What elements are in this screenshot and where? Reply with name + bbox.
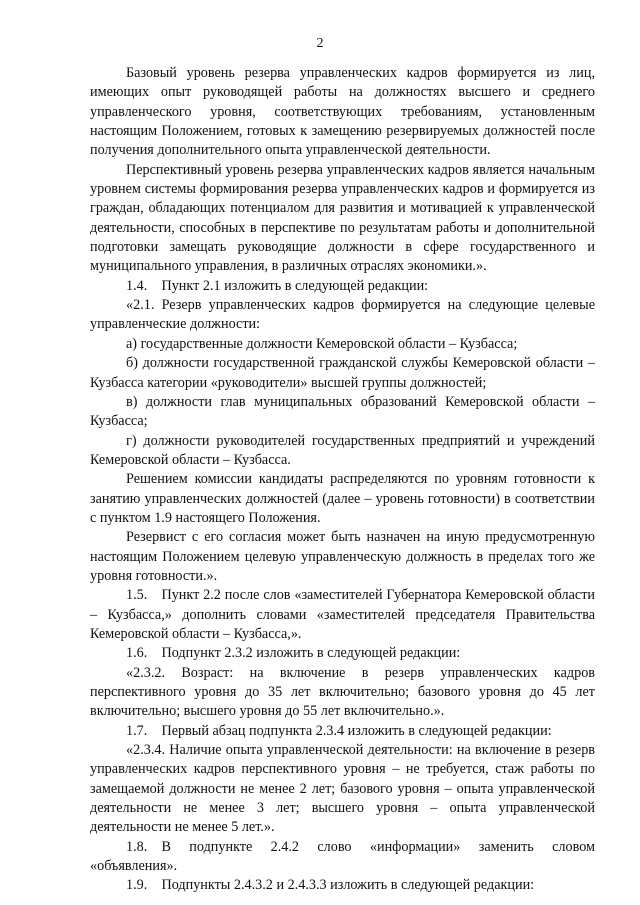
paragraph-sub-g: г) должности руководителей государственных предприятий и учреждений Кемеровской области – Кузбасса. xyxy=(90,432,595,468)
paragraph-item-1-6: 1.6. Подпункт 2.3.2 изложить в следующей редакции: xyxy=(126,645,461,662)
paragraph-sub-a: а) государственные должности Кемеровской области – Кузбасса; xyxy=(126,335,518,352)
paragraph-reservist-consent: Резервист с его согласия может быть назначен на иную предусмотренную настоящим Положением целевую управленческую должность в пределах того же уровня готовности.». xyxy=(90,529,595,584)
paragraph-item-1-5: 1.5. Пункт 2.2 после слов «заместителей Губернатора Кемеровской области – Кузбасса,» дополнить словами «заместителей председателя Правительства Кемеровской области – Кузбасса,». xyxy=(90,587,595,642)
paragraph-commission-decision: Решением комиссии кандидаты распределяются по уровням готовности к занятию управленческих должностей (далее – уровень готовности) в соответствии с пунктом 1.9 настоящего Положения. xyxy=(90,471,595,526)
paragraph-sub-b: б) должности государственной гражданской службы Кемеровской области – Кузбасса категории «руководители» высшей группы должностей; xyxy=(90,355,595,391)
paragraph-perspective-level: Перспективный уровень резерва управленческих кадров является начальным уровнем системы формирования резерва управленческих кадров и формируется из граждан, обладающих потенциалом для развития и мотивацией к управленческой деятельности, способных в перспективе по результатам работы и дополнительной подготовки замещать руководящие должности в сфере государственного и муниципального управления, в различных отраслях экономики.». xyxy=(90,161,595,275)
document-body xyxy=(90,64,595,896)
paragraph-basic-level: Базовый уровень резерва управленческих кадров формируется из лиц, имеющих опыт руководящей работы на должностях высшего и среднего управленческого уровня, соответствующих требованиям, установленным настоящим Положением, готовых к замещению резервируемых должностей после получения дополнительного опыта управленческой деятельности. xyxy=(90,65,595,159)
paragraph-clause-2-1: «2.1. Резерв управленческих кадров формируется на следующие целевые управленческие должности: xyxy=(90,297,595,333)
paragraph-item-1-4: 1.4. Пункт 2.1 изложить в следующей редакции: xyxy=(126,277,429,294)
page-number: 2 xyxy=(316,36,324,51)
paragraph-clause-2-3-2: «2.3.2. Возраст: на включение в резерв управленческих кадров перспективного уровня до 35 лет включительно; базового уровня до 45 лет включительно; высшего уровня до 55 лет включительно.». xyxy=(90,664,595,720)
paragraph-item-1-8: 1.8. В подпункте 2.4.2 слово «информации» заменить словом «объявления». xyxy=(90,838,595,875)
paragraph-item-1-7: 1.7. Первый абзац подпункта 2.3.4 изложить в следующей редакции: xyxy=(126,722,552,739)
paragraph-sub-v: в) должности глав муниципальных образований Кемеровской области – Кузбасса; xyxy=(90,393,595,430)
paragraph-item-1-9: 1.9. Подпункты 2.4.3.2 и 2.4.3.3 изложить в следующей редакции: xyxy=(126,877,535,894)
paragraph-clause-2-3-4: «2.3.4. Наличие опыта управленческой деятельности: на включение в резерв управленческих кадров перспективного уровня – не требуется, стаж работы по замещаемой должности не менее 2 лет; базового уровня – опыта управленческой деятельности не менее 3 лет; высшего уровня – опыта управленческой деятельности не менее 5 лет.». xyxy=(90,742,595,836)
